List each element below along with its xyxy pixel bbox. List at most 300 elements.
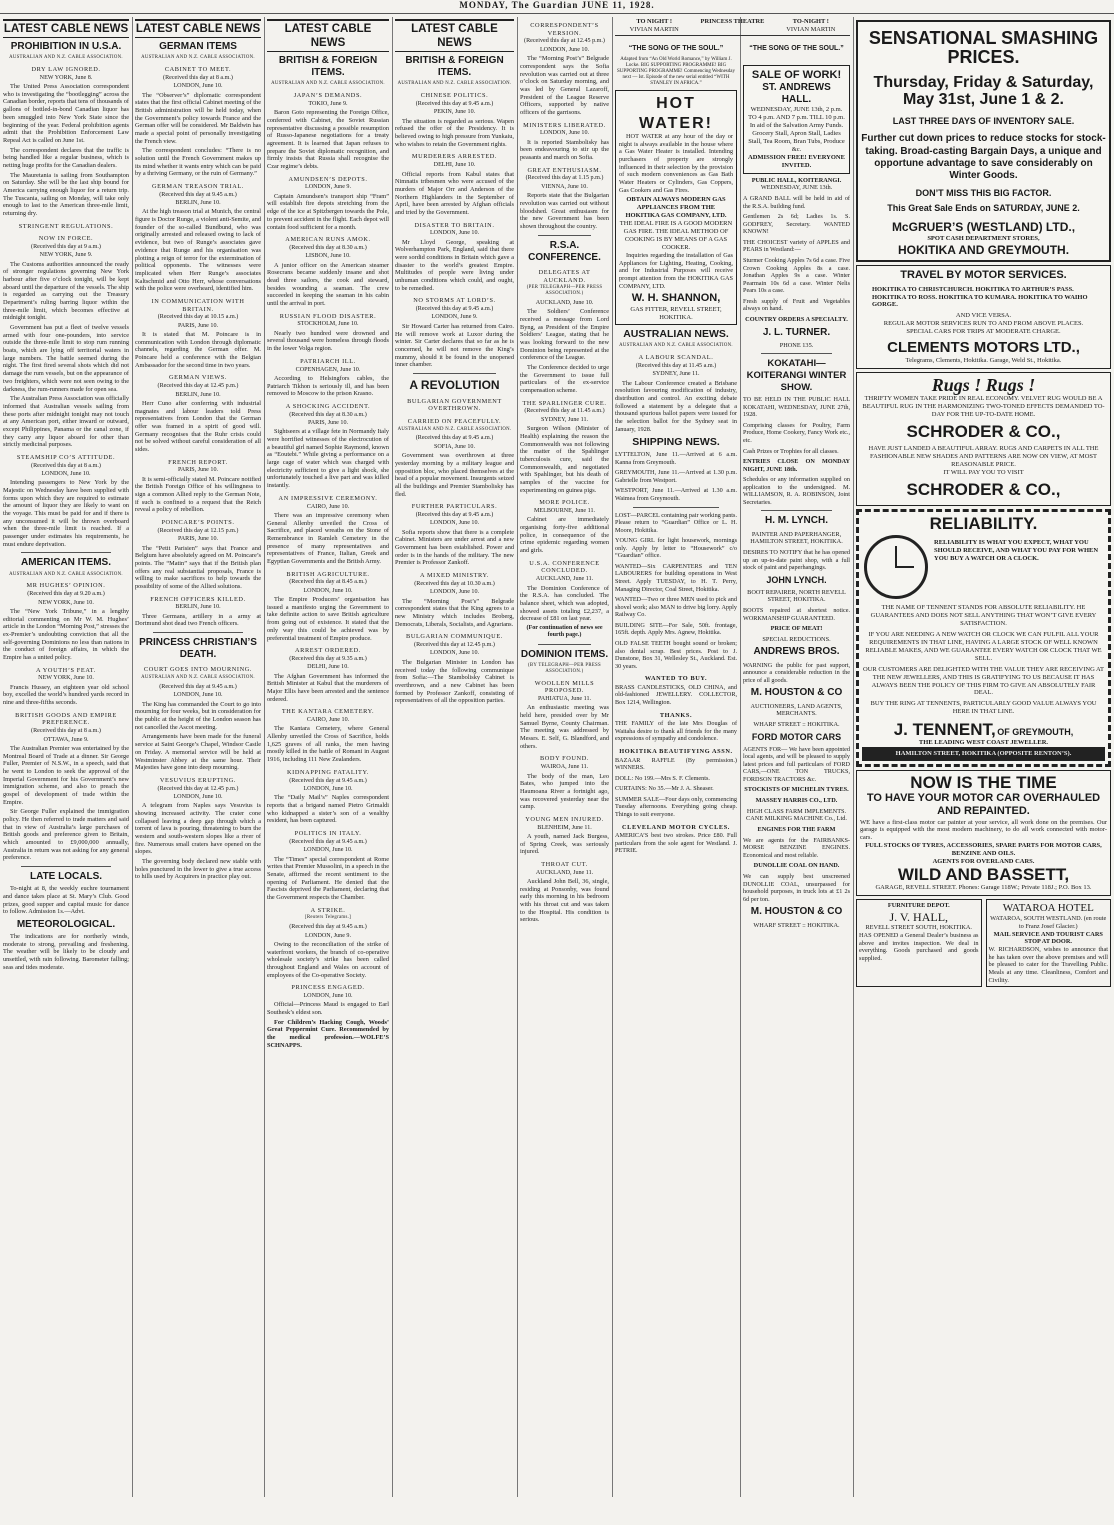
sale-last: LAST THREE DAYS OF INVENTORY SALE. [892, 116, 1075, 127]
travel-special: SPECIAL CARS FOR TRIPS AT MODERATE CHARGE. [906, 328, 1061, 336]
tennent-name: J. TENNENT, [893, 720, 996, 740]
reliability-title: RELIABILITY. [929, 514, 1038, 534]
story-heading: FRENCH REPORT. [168, 458, 228, 466]
story-heading: FRENCH OFFICERS KILLED. [150, 595, 246, 603]
agency-line: AUSTRALIAN AND N.Z. CABLE ASSOCIATION. [141, 675, 255, 681]
story-heading: BODY FOUND. [539, 755, 590, 763]
tennent-address: HAMILTON STREET, HOKITIKA (OPPOSITE RENTON’S). [862, 747, 1105, 761]
gas-ad-ideal: THE IDEAL FIRE IS A GOOD MODERN GAS FIRE. THE IDEAL METHOD OF COOKING IS BY MEANS OF A GAS COOKER. [619, 220, 733, 251]
paragraph: The situation is regarded as serious. Wapen refused the offer of the Presidency. It is believed owing to high pressure from Yunkaiu, who wishes to retain the Government rights. [395, 117, 514, 148]
story-heading: IN COMMUNICATION WITH BRITAIN. [151, 297, 245, 313]
reliability-body-2: IF YOU ARE NEEDING A NEW WATCH OR CLOCK WE CAN FULFIL ALL YOUR REQUIREMENTS IN THAT LINE, HAVING A LARGE STOCK OF WELL KNOWN RELIABLE MAKES, AND WE GUARANTEE EVERY WATCH OR CLOCK THAT WE SELL. [865, 631, 1102, 662]
paragraph: Cabinet are immediately organising forty-five additional police, in consequence of the crime epidemic regarding women and girls. [520, 516, 609, 555]
massey-desc: HIGH CLASS FARM IMPLEMENTS. CANE MILKING MACHINE Co., Ltd. [746, 807, 847, 823]
dateline: DELHI, June 10. [307, 664, 349, 671]
paragraph: A telegram from Naples says Vesuvius is showing increased activity. The crater cone collapsed leaving a deep gap through which a torrent of lava is pouring, threatening to burn the western and south-western slopes like a river of fire. Numerous small craters have opened on the slopes. [135, 802, 261, 856]
tennent-ad [856, 509, 1111, 767]
gas-ad-obtain: OBTAIN ALWAYS MODERN GAS APPLIANCES FROM THE HOKITIKA GAS COMPANY, LTD. [625, 196, 727, 220]
dateline: LONDON, June 10. [303, 587, 353, 594]
schroder-name-2: SCHRODER & CO., [906, 479, 1061, 499]
story-heading: THE KANTARA CEMETERY. [281, 708, 375, 716]
dateline: BERLIN, June 10. [175, 200, 221, 207]
story-heading: PATRIARCH ILL. [300, 357, 356, 365]
story-heading: GREAT ENTHUSIASM. [527, 166, 602, 174]
dateline: LISBON, June 10. [305, 253, 351, 260]
classified-ad: We can supply best unscreened DUNOLLIE COAL, unsurpassed for household purposes, in truck lots at £1 2s 6d per ton. [743, 873, 850, 903]
paragraph: At the high treason trial at Munich, the central figure is Doctor Runge, a violent anti-Semite, and founder of the so-called Bundbund, who was originally arrested and released owing to lack of evidence, but two of Runge’s associates gave evidence that Runge and his organisation was plotting a reign of terror for the extermination of political opponents. The witnesses were implicated when Herr Runge’s associates Kaltschmid and Otto Herr, whose conversations with the police were overheard, identified him. [135, 208, 261, 293]
dateline: LONDON, June 10. [303, 992, 353, 999]
john-lynch-name: JOHN LYNCH. [766, 574, 827, 585]
dateline: PARIS, June 10. [177, 322, 219, 329]
classified-ad: AGENTS FOR— We have been appointed local agents, and will be pleased to supply latest prices and full particulars of FORD CARS,—ONE TON TRUCKS, FORDSON TRACTORS &c. [743, 745, 850, 783]
sale-dont-miss: DON’T MISS THIS BIG FACTOR. [915, 188, 1052, 199]
received-line: (Received this day at 9.45 a.m.) [415, 306, 494, 313]
travel-regular: REGULAR MOTOR SERVICES RUN TO AND FROM ABOVE PLACES. [883, 320, 1084, 328]
spacer [743, 57, 850, 62]
theatre-name: PRINCESS THEATRE [700, 18, 765, 25]
story-heading: ARREST ORDERED. [295, 647, 361, 655]
paragraph: An enthusiastic meeting was held here, presided over by Mr Samuel Byrne, County Chairman. The meeting was addressed by Messrs. E. Self, G. Blandford, and others. [520, 704, 609, 750]
dateline: OTTAWA, June 9. [43, 736, 89, 743]
divider [21, 552, 111, 553]
paragraph: The Mauretania is sailing from Southampton on Saturday. She will be the last ship bound for America carrying enough liquor for a return trip. The Tuscania, sailing on Monday, will take only enough to last to the American three-mile limit, returning dry. [3, 171, 129, 217]
story-title: BRITISH & FOREIGN ITEMS. [278, 55, 378, 79]
dateline: PARIS, June 10. [177, 536, 219, 543]
paragraph: To-night at 8, the weekly euchre tournament and dance takes place at St. Mary’s Club. Good prizes, good supper and capital music for dance to follow. Admission 1s.—Advt. [3, 885, 129, 916]
theatre-ad [612, 17, 853, 39]
story-heading: THROAT CUT. [541, 860, 588, 868]
paragraph: The Australian Press Association was officially informed that Australian vessels sailing from these ports after midnight tonight may not touch at any American port, either inward or outward, except Philippines, Panama or the canal zone, if they carry any liquor aboard for other than strictly medicinal purposes. [3, 395, 129, 449]
story-title: GERMAN ITEMS [159, 41, 237, 53]
paragraph: According to Helsingfors cables, the Patriarch Tikhon is seriously ill, and has been removed to Moscow to the prison Krasno. [267, 374, 389, 398]
theatre-ad-row [615, 17, 850, 36]
story-title: PRINCESS CHRISTIAN’S DEATH. [139, 637, 257, 661]
wataroa-name: WATAROA HOTEL [1002, 901, 1094, 914]
hall-ad [856, 899, 982, 987]
story-subheading: BULGARIAN GOVERNMENT OVERTHROWN. [407, 397, 502, 413]
paragraph: The “New York Tribune,” in a lengthy editorial commenting on Mr W. M. Hughes’ article in the London “Morning Post,” stresses the ex-Premier’s undoubting conviction that all the self-governing Dominions no less than nations in the conduct of foreign affairs, in which the Empire has a united policy. [3, 607, 129, 662]
paragraph: Captain Amundsen’s transport ship “Fram” will establish fire depots stretching from the edge of the ice at Spitzbergen towards the Pole, to prevent accident in the flight. Each depot will contain food sufficient for a month. [267, 192, 389, 231]
now-full: FULL STOCKS OF TYRES, ACCESSORIES, SPARE PARTS FOR MOTOR CARS, BENZINE AND OILS. [865, 842, 1102, 858]
dateline: PARIS, June 10. [177, 467, 219, 474]
classified-ad: THE FAMILY of the late Mrs Douglas of Waitaha desire to thank all friends for the many expressions of sympathy and condolence. [615, 720, 737, 743]
hall-heading: PUBLIC HALL, KOITERANGI. [751, 176, 842, 184]
received-line: (Received this day at 10.30 a.m.) [414, 580, 495, 587]
story-heading: COURT GOES INTO MOURNING. [143, 666, 253, 674]
story-heading: WANTED TO BUY. [644, 675, 708, 683]
dateline: CAIRO, June 10. [306, 503, 350, 510]
received-line: (Received this day at 10.15 a.m.) [157, 314, 239, 321]
classified-ad: DESIRES TO NOTIFY that he has opened up an up-to-date paint shop, with a full stock of paint and paperhangings. [743, 549, 850, 572]
received-line: (Received this day at 12.45 p.m.) [524, 38, 605, 45]
received-line: (Received this day at 12.45 p.m.) [414, 642, 495, 649]
dateline: LONDON, June 9. [304, 184, 352, 191]
dateline: BLENHEIM, June 11. [537, 824, 592, 831]
shipping-line: LYTTELTON, June 11.—Arrived at 6 a.m. Kanna from Greymouth. [615, 451, 737, 466]
received-line: (Received this day at 9.20 a.m.) [27, 591, 105, 598]
paragraph: Nearly two hundred were drowned and several thousand were homeless through floods in the lower Volga region. [267, 329, 389, 353]
travel-title: TRAVEL BY MOTOR SERVICES. [900, 269, 1067, 282]
bottom-ads [856, 899, 1111, 987]
story-heading: GERMAN TREASON TRIAL. [152, 182, 244, 190]
classified-ad: BRASS CANDLESTICKS, OLD CHINA, and old-fashioned JEWELLERY. COLLECTOR, Box 1214, Wellington. [615, 683, 737, 706]
shannon-name: W. H. SHANNON, [631, 292, 721, 305]
story-heading: BRITISH GOODS AND EMPIRE PREFERENCE. [15, 711, 117, 727]
story-subheading: DELEGATES AT AUCKLAND. [538, 268, 591, 284]
clements-name: CLEMENTS MOTORS LTD., [887, 339, 1080, 357]
story-title: LATE LOCALS. [29, 871, 103, 883]
story-title: BRITISH & FOREIGN ITEMS. [405, 55, 504, 79]
paragraph: There was an impressive ceremony when General Allenby unveiled the Cross of Sacrifice, and placed wreaths on the Stone of Remembrance in Ramleh Cemetery in the presence of many representatives and representatives of France, Italian, Greek and Egyptian Governments and the British Army. [267, 511, 389, 565]
story-heading: A LABOUR SCANDAL. [638, 354, 714, 362]
massey-name: MASSEY HARRIS CO., LTD. [755, 797, 838, 805]
classified-ad: DOLL: No 199.—Mrs S. F. Clements. [615, 774, 710, 782]
paragraph: The Dominion Conference of the R.S.A. has concluded. The balance sheet, which was adopted, showed assets totaling £2,237, a decrease of £81 on last year. [520, 584, 609, 623]
agency-line: (PER TELEGRAPH—PER PRESS ASSOCIATION.) [526, 285, 603, 297]
story-heading: THE SPARLINGER CURE. [522, 399, 607, 407]
dateline: MELBOURNE, June 11. [533, 508, 596, 514]
classified-ad: Sturmer Cooking Apples 7s 6d a case. Five Crown Cooking Apples 8s a case. Jonathan Apples 9s a case. Winter Pearmain 10s 6d a case. Winter Nelis Pears 10s a case. [743, 256, 850, 295]
john-lynch-sub: BOOT REPAIRER, NORTH REVELL STREET, HOKITIKA. [747, 588, 846, 604]
paragraph: The correspondent concludes: “There is no solution until the French Government makes up its mind whether it wants entry which can be paid by a thriving Germany, or the ruin of Germany.” [135, 147, 261, 178]
received-line: (Received this day at 8 a.m.) [163, 74, 233, 81]
paragraph: A youth, named Jack Burgess, of Spring Creek, was seriously injured. [520, 832, 609, 856]
hall-body: HAS OPENED a General Dealer’s business as above and invites inspection. We deal in everything. Goods purchased and goods supplied. [859, 931, 979, 962]
paragraph: The Soldiers’ Conference received a message from Lord Byng, as President of the Empire Soldiers’ League, stating that he was looking forward to the new Dominion being represented at the conference of the League. [520, 308, 609, 362]
admission: ADMISSION FREE! EVERYONE INVITED. [748, 153, 845, 169]
story-title: A REVOLUTION [409, 377, 500, 392]
column-7 [740, 42, 853, 1525]
continuation-note: (For continuation of news see fourth page.) [526, 624, 603, 639]
paragraph: The Customs authorities announced the ready of stronger regulations governing New York harbour after five o’clock tonight, will be kept aboard until the departure of the vessels. The ship is regarded as carrying out the Treasury Department’s ruling barring liquor within the three-mile limit, which becomes effective at midnight tonight. [3, 260, 129, 322]
agency-line: AUSTRALIAN AND N.Z. CABLE ASSOCIATION. [397, 81, 512, 87]
dateline: WAIROA, June 11. [540, 764, 589, 771]
divider [413, 373, 496, 374]
classified-ad: WANTED—Six CARPENTERS and TEN LABOURERS for building operations in West Street. Apply TUESDAY, to H. T. Perry, Managing Director, Coal Street, Hokitika. [615, 562, 737, 593]
dateline: SYDNEY, June 11. [540, 416, 589, 423]
price-sub: SPECIAL REDUCTIONS. [762, 635, 831, 643]
hall-name: J. V. HALL, [889, 909, 949, 924]
received-line: (Received this day at 8 a.m.) [31, 462, 101, 469]
coal-heading: DUNOLLIE COAL ON HAND. [753, 862, 840, 870]
story-heading: U.S.A. CONFERENCE CONCLUDED. [529, 559, 600, 575]
engines-heading: ENGINES FOR THE FARM [757, 826, 836, 834]
paragraph: The United Press Association correspondent who is investigating the “bootlegging” across the Canadian border, reports that tens of thousands of gallons of bottled-in-bond Canadian liquor has been smuggled into New York State since the beginning of the year. Federal prohibition agents admit that the Prohibition Enforcement Law Repeal Act is called on June 1st. [3, 83, 129, 144]
theatre-ad-left: TO NIGHT ! VIVIAN MARTIN [629, 18, 679, 33]
mcgruer-sub: SPOT CASH DEPARTMENT STORES, [927, 234, 1040, 242]
story-heading: KIDNAPPING FATALITY. [287, 768, 369, 776]
story-subheading: NOW IN FORCE. [38, 235, 94, 243]
now-body: WE have a first-class motor car painter at your service, all work done on the premises. Our garage is equipped with the most modern machinery, to do all work connected with motor-cars. [860, 818, 1107, 842]
sale-ends: This Great Sale Ends on SATURDAY, JUNE 2. [887, 203, 1080, 214]
story-heading: DISASTER TO BRITAIN. [414, 221, 495, 229]
dateline: LONDON, June 10. [429, 520, 480, 527]
paragraph: The King has commanded the Court to go into mourning for four weeks, but in consideration for the public at the height of the London season has not cancelled the Ascot meeting. [135, 700, 261, 731]
motor-services-ad [856, 265, 1111, 369]
classified-ad: ENTRIES CLOSE ON MONDAY NIGHT, JUNE 18th. [743, 458, 850, 473]
mcgruer-sale-ad [856, 20, 1111, 262]
dateline: AUCKLAND, June 10. [535, 299, 594, 306]
sale-headline: SENSATIONAL SMASHING PRICES. [868, 28, 1099, 67]
story-heading: CABINET TO MEET. [164, 66, 232, 74]
agency-line: [Reuters Telegrams.] [304, 915, 352, 921]
story-title: R.S.A. CONFERENCE. [528, 239, 601, 263]
classified-ad: Cash Prizes or Trophies for all classes. [743, 447, 839, 455]
paragraph: Sofia reports show that there is a complete Cabinet. Ministers are under arrest and a new Government has been established. Power and order is in the hands of the military. The new Premier is Professor Zankoff. [395, 528, 514, 567]
story-heading: RUSSIAN FLOOD DISASTER. [279, 312, 377, 320]
paragraph: The Australian Premier was entertained by the Montreal Board of Trade at a dinner. Sir George Fuller, Premier of N.S.W., in a speech, said that he went to London to seek the approval of the Imperial Government for his Government’s new immigration scheme, and also to preach the gospel of development of trade within the Empire. [3, 744, 129, 806]
received-line: (Received this day at 11.45 a.m.) [524, 408, 605, 415]
dateline: CAIRO, June 10. [306, 717, 350, 724]
paragraph: Reports state that the Bulgarian revolution was carried out without bloodshed. Great enthusiasm for the new Government has been shown throughout the country. [520, 192, 609, 230]
turner-phone: PHONE 135. [779, 341, 814, 349]
now-title: NOW IS THE TIME [910, 772, 1057, 792]
classified-ad: Comprising classes for Poultry, Farm Produce, Home Cookery, Fancy Work etc., etc. [743, 421, 850, 444]
paragraph: The “Observer’s” diplomatic correspondent states that the first official Cabinet meeting of the British administration will be held today, when the Government’s policy towards France and the German offer will be considered. Mr Baldwin has made a special point of personally investigating the French view. [135, 91, 261, 145]
shipping-line: WESTPORT, June 11.—Arrived at 1.30 a.m. Waimea from Greymouth. [615, 487, 737, 502]
story-heading: HOKITIKA BEAUTIFYING ASSN. [619, 747, 733, 755]
dateline: STOCKHOLM, June 10. [297, 321, 359, 328]
story-heading: MURDERERS ARRESTED. [411, 153, 498, 161]
story-title: AUSTRALIAN NEWS. [623, 328, 729, 341]
story-heading: AN IMPRESSIVE CEREMONY. [278, 494, 378, 502]
dateline: SOFIA, June 10. [434, 443, 475, 450]
received-line: (Received this day at 9.35 a.m.) [289, 655, 367, 662]
dateline: LONDON, June 10. [173, 692, 223, 699]
agency-line: AUSTRALIAN AND N.Z. CABLE ASSOCIATION. [141, 55, 255, 61]
paragraph: The Empire Producers’ organisation has issued a manifesto urging the Government to take definite action to save British agriculture from going out of existence. It stated that the only way this could be achieved was by preferential treatment of Empire produce. [267, 596, 389, 642]
paragraph: A junior officer on the American steamer Rosecrans became suddenly insane and shot dead three sailors, the cook and steward, besides wounding a seaman. The crew succeeded in keeping the seaman in his cabin until the arrival in port. [267, 261, 389, 308]
column-8 [853, 17, 1114, 1500]
small-ad: For Children’s Hacking Cough, Woods’ Great Peppermint Cure. Recommended by the medical profession.—WOLFE’S SCHNAPPS. [267, 1018, 389, 1049]
dateline: PAHIATUA, June 11. [537, 695, 592, 702]
section-heading: LATEST CABLE NEWS [267, 19, 389, 52]
story-heading: DRY LAW IGNORED. [31, 66, 101, 74]
classified-ad: OLD FALSE TEETH bought sound or broken; also dental scrap. Best prices. Post to J. Dunstone, Box 31, Wellesley St., Auckland. Est. 30 years. [615, 639, 737, 670]
story-heading: AMERICAN RUNS AMOK. [285, 236, 371, 244]
dateline: DELHI, June 10. [433, 162, 476, 169]
section-heading: LATEST CABLE NEWS [135, 19, 261, 38]
dateline: NEW YORK, June 10. [38, 675, 94, 682]
story-heading: CORRESPONDENT’S VERSION. [530, 22, 599, 37]
dateline: COPENHAGEN, June 10. [295, 366, 361, 373]
paragraph: The “Morning Post’s” Belgrade correspondent states that the King agrees to a new Ministry which includes Broberg, Democrats, Liberals, Socialists, and Agrarians. [395, 597, 514, 628]
paragraph: It is reported Stambolisky has been endeavouring to stir up the peasants and march on Sofia. [520, 138, 609, 161]
theatre-ad-right: TO-NIGHT ! VIVIAN MARTIN [786, 18, 836, 33]
paragraph: It is semi-officially stated M. Poincare notified the British Foreign Office of his willingness to sign a common Allied reply to the German Note, if such is confined to a request that the Reich reveal a policy of rebellion. [135, 475, 261, 514]
story-heading: VESUVIUS ERUPTING. [159, 776, 237, 784]
story-heading: PRINCESS ENGAGED. [291, 984, 365, 992]
sale-days: Thursday, Friday & Saturday, May 31st, June 1 & 2. [873, 73, 1094, 108]
paragraph: Intending passengers to New York by the Majestic on Wednesday have been supplied with forms upon which they are required to estimate the amount of liquor they are likely to want on the voyage. This must be paid for and if there is any unconsumed it will be thrown overboard when the three-mile limit is reached. If a passenger under estimates his requirements, he must endure deprivation. [3, 479, 129, 548]
received-line: (Received this day at 12.45 p.m.) [157, 785, 239, 792]
received-line: (Received this day at 8.30 a.m.) [289, 411, 367, 418]
agency-line: AUSTRALIAN AND N.Z. CABLE ASSOCIATION. [619, 343, 733, 349]
show-title: KOKATAHI—KOITERANGI WINTER SHOW. [746, 358, 847, 393]
received-line: (Received this day at 12.15 p.m.) [157, 527, 239, 534]
story-heading: MORE POLICE. [539, 499, 590, 507]
story-heading: A YOUTH’S FEAT. [36, 666, 96, 674]
story-heading: STEAMSHIP CO’S ATTITUDE. [16, 453, 116, 461]
story-title: PROHIBITION IN U.S.A. [10, 41, 122, 53]
paragraph: The “Daily Mail’s” Naples correspondent reports that a brigand named Pietro Grimaldi who kidnapped a sister’s son of a wealthy resident, has been captured. [267, 794, 389, 825]
reliability-sub: RELIABILITY IS WHAT YOU EXPECT, WHAT YOU SHOULD RECEIVE, AND WHAT YOU PAY FOR WHEN YOU BUY A WATCH OR A CLOCK. [934, 539, 1099, 563]
received-line: (Received this day at 9.45 a.m.) [289, 777, 367, 784]
received-line: (Received this day at 9.45 a.m.) [159, 191, 237, 198]
dateline: LONDON, June 10. [429, 650, 480, 657]
paragraph: Sir Howard Carter has returned from Cairo. He will remove work at Luxor during the winter. Sir Carter declares that so far as he is concerned, he will not remove the King’s mummy, should it be found in the unopened inner chamber. [395, 322, 514, 369]
film-title: “THE SONG OF THE SOUL.” [628, 45, 724, 52]
story-heading: A MIXED MINISTRY. [419, 572, 490, 580]
paragraph: Baron Goto representing the Foreign Office, conferred with Cabinet, the Soviet Russian representative discussing a possible resumption of Russo-Japanese negotiations for a treaty agreement. It is learned that Japan refuses to prepare the Soviet diplomatic recognition, and firmly insists that Russia shall recognise the Czar regime’s debts. [267, 109, 389, 171]
section-heading: LATEST CABLE NEWS [3, 19, 129, 38]
column-5 [517, 17, 612, 1500]
received-line: (Received this day at 12.45 p.m.) [157, 383, 239, 390]
received-line: (Received this day at 11.45 a.m.) [635, 362, 717, 369]
travel-vice: AND VICE VERSA. [955, 312, 1012, 320]
schroder-body: HAVE JUST LANDED A BEAUTIFUL ARRAY. RUGS AND CARPETS IN ALL THE FASHIONABLE NEW SHADES AND PATTERNS ARE NOW ON VIEW, AT MOST REASONABLE PRICE. [868, 444, 1099, 468]
divider [538, 235, 591, 236]
paragraph: Herr Cuno after conferring with industrial magnates and labour leaders told Press representatives from London that the German offer was framed in a spirit of good will. Germany recognises that the Ruhr crisis could not be solved without careful consideration of all sides. [135, 399, 261, 453]
story-heading: CARRIED ON PEACEFULLY. [407, 417, 502, 425]
dateline: LONDON, June 10. [429, 589, 480, 596]
column-6 [612, 42, 740, 1525]
dateline: NEW YORK, June 9. [39, 252, 93, 259]
ford-heading: FORD MOTOR CARS [751, 731, 842, 742]
story-heading: MINISTERS LIBERATED. [523, 121, 606, 129]
wataroa-ad [986, 899, 1112, 987]
classified-ad: SUMMER SALE—Four days only, commencing Tuesday afternoons. Everything going cheap. Things to suit everyone. [615, 795, 737, 818]
gas-ad-inquiries: Inquiries regarding the installation of Gas Appliances for Lighting, Heating, Cooking, and for Industrial Purposes will receive prompt attention from the HOKITIKA GAS COMPANY, LTD. [619, 251, 733, 290]
paragraph: Sir George Fuller explained the immigration policy. He then referred to trade matters and said that in view of Australia’s large purchases of British goods and preference given to Britain, which amounted to £9,000,000 annually, Australia in return was not asking for any general preference. [3, 808, 129, 862]
sale-body: Further cut down prices to reduce stocks for stock-taking. Broad-casting Bargain Days, a unique and opportune advantage to save considerably on Winter Goods. [861, 133, 1106, 181]
story-heading: AMUNDSEN’S DEPOTS. [288, 175, 368, 183]
hall-address: REVELL STREET SOUTH, HOKITIKA. [865, 924, 972, 932]
dateline: NEW YORK, June 8. [39, 74, 93, 81]
paragraph: Official reports from Kabul states that Nimnatis tribesmen who were accused of the murders of Major Orr and Anderson of the Northern Highlanders in the September of April, have been arrested by Afghan officials and tried by the Government. [395, 170, 514, 216]
dateline: NEW YORK, June 10. [38, 599, 94, 606]
sale-of-work-ad [743, 65, 850, 174]
classified-ad: THE CHOICEST variety of APPLES and PEARS in Westland:— [743, 238, 850, 254]
paragraph: The indications are for northerly winds, moderate to strong, prevailing and freshening. The weather will be likely to be cloudy and unsettled, with rain following. Barometer falling; seas and tides moderate. [3, 933, 129, 971]
paragraph: It is stated that M. Poincare is in communication with London through diplomatic channels, regarding the German offer. M. Poincare held a conference with the Belgian Ambassador for the second time in two years. [135, 331, 261, 369]
classified-ad: Gentlemen 2s 6d; Ladies 1s. S. GODFREY, Secretary. WANTED KNOWN! [743, 213, 850, 236]
sale-title: SALE OF WORK! [751, 68, 842, 81]
received-line: (Received this day at 1.15 p.m.) [525, 175, 604, 182]
wataroa-mail: MAIL SERVICE AND TOURIST CARS STOP AT DOOR. [993, 930, 1103, 946]
divider [761, 353, 832, 354]
paragraph: The “Times” special correspondent at Rome writes that Premier Mussolini, in a speech in the Senate, affirmed the recent sentiment to the opening of Parliament. He denied that the Fascists deprived the Parliament, declaring that the Government respects the Chamber. [267, 855, 389, 901]
paragraph: Government has put a fleet of twelve vessels armed with four one-pounders, into service outside the three-mile limit to stop rum running boats, which are lying off territorial waters in large numbers. The battle seemed during the night. The first fired several shots which did not damage the rum vessels, but on the appearance of two freighters, which were not seen owing to the darkness, the rum-runners made for open sea. [3, 324, 129, 393]
tennent-sub: THE LEADING WEST COAST JEWELLER. [918, 739, 1049, 747]
film-title: “THE SONG OF THE SOUL.” [749, 45, 844, 52]
story-title: DOMINION ITEMS. [520, 648, 609, 660]
schroder-name: SCHRODER & CO., [906, 422, 1061, 442]
divider [633, 507, 719, 508]
now-sub: TO HAVE YOUR MOTOR CAR OVERHAULED AND REPAINTED. [866, 791, 1101, 818]
dateline: AUCKLAND, June 11. [535, 576, 594, 583]
paragraph: Mr Lloyd George, speaking at Wolverhampton Park, England, said that there were sordid conditions in Britain which gave a disaster to the world’s greatest Empire. Multitudes of people were living under unhuman conditions which could, and ought, to be remedied. [395, 238, 514, 292]
paragraph: Francis Hussey, an eighteen year old school boy, excelled the world’s hundred yards record in nine and three-fifths seconds. [3, 683, 129, 707]
received-line: (Received this day at 9.45 a.m.) [415, 435, 494, 442]
classified-ad: We are agents for the FAIRBANKS-MORSE BENZINE ENGINES. Economical and most reliable. [743, 836, 850, 859]
section-heading: LATEST CABLE NEWS [395, 19, 514, 52]
paragraph: The Afghan Government has informed the British Minister at Kabul that the murderers of Major Ellis have been arrested and the sentence ordered. [267, 672, 389, 703]
paragraph: Surgeon Wilson (Minister of Health) explaining the reason the Commonwealth was not following the matter of the Spahlinger tuberculosis cure, said the Commonwealth, and negotiated with Spahlinger, but his death of samples of the vaccine for experimenting on guinea pigs. [520, 425, 609, 494]
story-heading: GERMAN VIEWS. [168, 374, 228, 382]
mcgruer-name: McGRUER’S (WESTLAND) LTD., [891, 220, 1076, 235]
divider [761, 510, 832, 511]
dateline: LONDON, June 10. [539, 46, 590, 53]
reliability-body-4: BUY THE RING AT TENNENTS, PARTICULARLY GOOD VALUE ALWAYS YOU HERE IN THAT LINE. [870, 700, 1097, 716]
dateline: PEKIN, June 10. [433, 109, 476, 116]
classified-ad: AMERICA’S best two strokes. Price £80. Full particulars from the sole agent for Westland. J. PETRIE. [615, 832, 737, 855]
houston-name: M. HOUSTON & CO [750, 687, 843, 699]
agency-line: AUSTRALIAN AND N.Z. CABLE ASSOCIATION. [397, 426, 512, 432]
hall-date: WEDNESDAY, JUNE 13th. [760, 184, 833, 192]
turner-name: J. L. TURNER. [762, 326, 831, 338]
sale-desc: In aid of the Salvation Army Funds. Grocery Stall, Apron Stall, Ladies Stall, Tea Room, Bran Tubs, Produce &c. [748, 122, 845, 153]
classified-ad: A GRAND BALL will be held in aid of the R.S.A. building fund. [743, 195, 850, 210]
houston-name-2: M. HOUSTON & CO [750, 906, 843, 918]
venue: ST. ANDREWS HALL. [762, 81, 831, 106]
paragraph: Auckland John Bell, 36, single, residing at Ponsonby, was found early this morning in his bedroom with his throat cut and was taken to the Hospital. His condition is serious. [520, 878, 609, 924]
paragraph: Sightseers at a village fete in Normandy Italy were horrified witnesses of the electrocution of a beautiful girl named Sophie Raymond, known as “Eoutebi.” While giving a performance on a large cage of water which was charged with electricity sufficient to give a light shock, she unfortunately touched a live part and was killed instantly. [267, 428, 389, 490]
travel-routes: HOKITIKA TO CHRISTCHURCH. HOKITIKA TO ARTHUR’S PASS. HOKITIKA TO ROSS. HOKITIKA TO KUMARA. HOKITIKA TO WAIHO GORGE. [872, 285, 1088, 309]
story-heading: POLITICS IN ITALY. [294, 830, 362, 838]
column-3 [264, 17, 392, 1500]
story-heading: THANKS. [659, 711, 693, 719]
classified-ad: WARNING the public for past support, announce a considerable reduction in the price of all goods. [743, 661, 850, 684]
dateline: LONDON, June 9. [304, 932, 352, 939]
paragraph: The “Petit Parisien” says that France and Belgium have absolutely agreed on M. Poincare’s points. The “Matin” says that if the British plan offers any real substantial proposals, France is willing to make sacrifices to help towards the possibility of some of the Allied solutions. [135, 544, 261, 590]
column-4 [392, 17, 517, 1500]
paragraph: Arrangements have been made for the funeral service at Saint George’s Chapel, Windsor Castle on Friday. A memorial service will be held at Westminster Abbey at the same hour. Their Majesties have gone into deep mourning. [135, 733, 261, 772]
classified-ad: LOST—PARCEL containing pair working pants. Please return to “Guardian” Office or L. H. Moore, Hokitika. [615, 511, 737, 534]
dateline: LONDON, June 10. [429, 230, 480, 237]
clements-sub: Telegrams, Clements, Hokitika. Garage, Weld St., Hokitika. [905, 357, 1062, 365]
reliability-body-3: OUR CUSTOMERS ARE DELIGHTED WITH THE VALUE THEY ARE RECEIVING AT THE NEW JEWELLERS, AND THIS IS GRATIFYING TO US BECAUSE IT HAS ALWAYS BEEN THE POLICY OF THIS FIRM TO GIVE AN ABSOLUTELY FAIR DEAL. [863, 665, 1104, 697]
masthead: MONDAY, The Guardian JUNE 11, 1928. [0, 0, 1114, 14]
story-heading: POINCARE’S POINTS. [161, 519, 235, 527]
classified-ad: Fresh supply of Fruit and Vegetables always on hand. [743, 297, 850, 313]
lynch-sub: PAINTER AND PAPERHANGER, HAMILTON STREET, HOKITIKA. [750, 530, 843, 546]
rugs-body: THRIFTY WOMEN TAKE PRIDE IN REAL ECONOMY. VELVET RUG WOULD BE A BEAUTIFUL RUG IN THE HARMONIZING TWO-TONED EFFECTS DEMANDED TO-DAY FOR THE UP-TO-DATE HOME. [862, 395, 1105, 419]
dateline: LONDON, June 10. [173, 793, 223, 800]
story-heading: WOOLLEN MILLS PROPOSED. [534, 679, 595, 695]
classified-ad: TO BE HELD IN THE PUBLIC HALL KOKATAHI, WEDNESDAY, JUNE 27th, 1928. [743, 396, 850, 419]
paragraph: The “Morning Post’s” Belgrade correspondent says the Sofia revolution was carried out at three o’clock on Saturday morning, and was led by General Lazaroff, President of the League Reserve Officers, supported by native officers of the garrisons. [520, 55, 609, 116]
classified-ad: BOOTS repaired at shortest notice. WORKMANSHIP GUARANTEED. [743, 607, 850, 622]
column-1 [0, 17, 132, 1500]
now-agents: AGENTS FOR OVERLAND CARS. [932, 858, 1035, 866]
wild-bassett-sub: GARAGE, REVELL STREET. Phones: Garage 118W.; Private 118J.; P.O. Box 13. [875, 883, 1092, 891]
stockists: STOCKISTS OF MICHELIN TYRES. [744, 786, 849, 794]
dateline: LONDON, June 10. [303, 785, 353, 792]
dateline: SYDNEY, June 11. [652, 371, 700, 378]
story-heading: CHINESE POLITICS. [420, 92, 489, 100]
rugs-title: Rugs ! Rugs ! [931, 375, 1036, 396]
dateline: PARIS, June 10. [307, 420, 349, 427]
received-line: (Received this day at 9.45 a.m.) [289, 838, 367, 845]
wataroa-body: W. RICHARDSON, wishes to announce that he has taken over the above premises and will be pleased to cater for the Travelling Public. Meals at any time. Cleanliness, Comfort and Civility. [988, 945, 1108, 984]
story-heading: A STRIKE. [310, 906, 346, 914]
wild-bassett-ad [856, 770, 1111, 896]
agency-line: (BY TELEGRAPH—PER PRESS ASSOCIATION.) [527, 662, 601, 674]
divider [153, 632, 243, 633]
classified-ad: BUILDING SITE—For Sale, 50ft. frontage, 165ft. depth. Apply Mrs. Agnew, Hokitika. [615, 621, 737, 637]
classified-ad: CURTAINS: No 35.—Mr J. A. Sheaser. [615, 785, 714, 793]
